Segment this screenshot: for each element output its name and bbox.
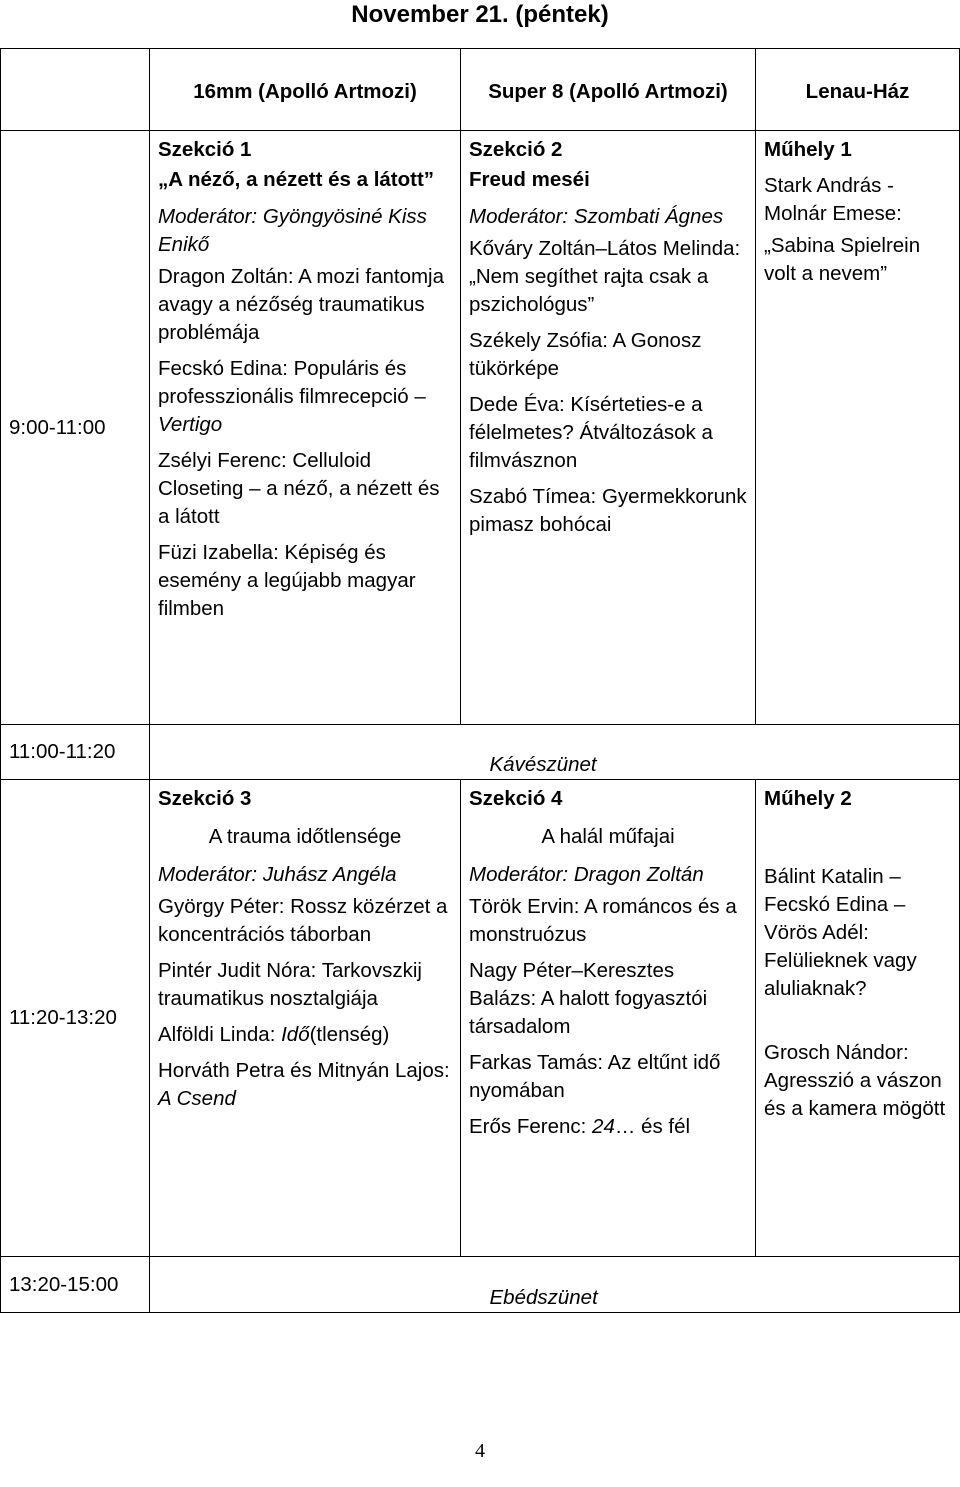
- time-slot: 11:00-11:20: [1, 725, 150, 780]
- session-row-2: [1, 780, 960, 1257]
- moderator: Moderátor: Gyöngyösiné Kiss Enikő: [158, 205, 427, 256]
- talk: Grosch Nándor: Agresszió a vászon és a kamera mögött: [764, 1041, 946, 1120]
- session-cell-muhely-1: [756, 131, 960, 725]
- session-row-1: [1, 131, 960, 725]
- talk: Zsélyi Ferenc: Celluloid Closeting – a néző, a nézett és a látott: [158, 449, 440, 528]
- panel-title: Freud meséi: [469, 168, 590, 191]
- moderator: Moderátor: Szombati Ágnes: [469, 205, 724, 228]
- break-cell: [150, 1257, 960, 1313]
- session-cell-szekcio-4: [461, 780, 756, 1257]
- session-cell-szekcio-1: [150, 131, 461, 725]
- talk: György Péter: Rossz közérzet a koncentrációs táborban: [158, 895, 448, 946]
- time-slot: 13:20-15:00: [1, 1257, 150, 1313]
- venue-header-3: Lenau-Ház: [756, 49, 960, 131]
- break-label: Ebédszünet: [489, 1285, 598, 1309]
- talk: Kőváry Zoltán–Látos Melinda: „Nem segíthet rajta csak a pszichológus”: [469, 237, 741, 316]
- venue-header-1: 16mm (Apolló Artmozi): [150, 49, 461, 131]
- session-cell-szekcio-2: [461, 131, 756, 725]
- talk: Fecskó Edina: Populáris és professzionális filmrecepció – Vertigo: [158, 357, 426, 436]
- time-slot: 11:20-13:20: [1, 780, 150, 1257]
- moderator: Moderátor: Juhász Angéla: [158, 863, 397, 886]
- talk-title: „Sabina Spielrein volt a nevem”: [764, 234, 921, 285]
- talk: Szabó Tímea: Gyermekkorunk pimasz bohócai: [469, 485, 747, 536]
- talk: Füzi Izabella: Képiség és esemény a legújabb magyar filmben: [158, 541, 416, 620]
- talk: Pintér Judit Nóra: Tarkovszkij traumatikus nosztalgiája: [158, 959, 422, 1010]
- talk: Dragon Zoltán: A mozi fantomja avagy a nézőség traumatikus problémája: [158, 265, 445, 344]
- panel-title: A halál műfajai: [541, 825, 675, 848]
- section-label: Műhely 2: [764, 787, 852, 810]
- talk: Nagy Péter–Keresztes Balázs: A halott fogyasztói társadalom: [469, 959, 708, 1038]
- section-label: Szekció 1: [158, 138, 252, 161]
- time-slot: 9:00-11:00: [1, 131, 150, 725]
- venue-header-2: Super 8 (Apolló Artmozi): [461, 49, 756, 131]
- talk: Horváth Petra és Mitnyán Lajos: A Csend: [158, 1059, 450, 1110]
- talk: Bálint Katalin – Fecskó Edina – Vörös Adél: Felülieknek vagy aluliaknak?: [764, 865, 917, 1000]
- break-cell: [150, 725, 960, 780]
- talk: Török Ervin: A románcos és a monstruózus: [469, 895, 737, 946]
- panel-title: „A néző, a nézett és a látott”: [158, 168, 435, 191]
- page-number: 4: [475, 1440, 485, 1462]
- break-label: Kávészünet: [489, 753, 597, 776]
- section-label: Szekció 2: [469, 138, 563, 161]
- panel-title: A trauma időtlensége: [208, 825, 402, 848]
- session-cell-muhely-2: [756, 780, 960, 1257]
- talk: Farkas Tamás: Az eltűnt idő nyomában: [469, 1051, 721, 1102]
- section-label: Szekció 4: [469, 787, 563, 810]
- talk: Dede Éva: Kísérteties-e a félelmetes? Átváltozások a filmvásznon: [469, 393, 713, 472]
- talk: Székely Zsófia: A Gonosz tükörképe: [469, 329, 702, 380]
- break-row-coffee: [1, 725, 960, 780]
- header-row: [1, 49, 960, 131]
- header-empty-cell: [1, 49, 150, 131]
- session-cell-szekcio-3: [150, 780, 461, 1257]
- break-row-lunch: [1, 1257, 960, 1313]
- section-label: Műhely 1: [764, 138, 852, 161]
- talk: Erős Ferenc: 24… és fél: [469, 1115, 691, 1138]
- schedule-table: [0, 48, 960, 1313]
- talk-author: Stark András - Molnár Emese:: [764, 174, 902, 225]
- section-label: Szekció 3: [158, 787, 252, 810]
- moderator: Moderátor: Dragon Zoltán: [469, 863, 704, 886]
- page-title: November 21. (péntek): [351, 1, 609, 28]
- talk: Alföldi Linda: Idő(tlenség): [158, 1023, 390, 1046]
